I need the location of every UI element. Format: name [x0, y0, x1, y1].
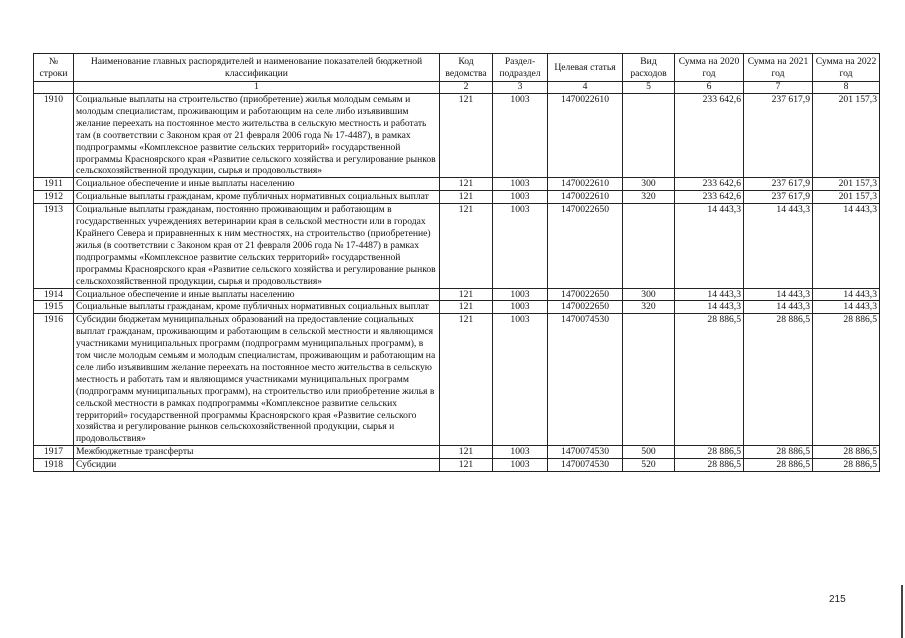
row-number-cell: 1918: [34, 459, 74, 472]
table-row: [34, 314, 880, 446]
target-article-cell: 1470022610: [548, 178, 623, 191]
row-name-cell: Субсидии бюджетам муниципальных образований на предоставление социальных выплат гражданам, проживающим и работающим в сельской местности и являющимся участниками муниципальных программ (подпрограмм муниципальных программ), в том числе молодым семьям и молодым специалистам, проживающим и работающим на селе либо изъявившим желание переехать на постоянное место жительства в сельскую местность и работать там и являющимся участниками муниципальных программ (подпрограмм муниципальных программ), на строительство или приобретение жилья в сельской местности в рамках подпрограммы «Комплексное развитие сельских территорий» государственной программы Красноярского края «Развитие сельского хозяйства и регулирование рынков сельскохозяйственной продукции, сырья и продовольствия»: [74, 314, 440, 446]
expense-type-cell: 300: [623, 178, 675, 191]
section-code-cell: 1003: [493, 446, 548, 459]
page-number: 215: [829, 594, 846, 605]
row-number-cell: 1913: [34, 204, 74, 288]
header-target-article: Целевая статья: [548, 54, 623, 82]
sum-2022-cell: 201 157,3: [813, 94, 880, 178]
column-number: 4: [548, 82, 623, 94]
row-number-cell: 1910: [34, 94, 74, 178]
row-number-cell: 1911: [34, 178, 74, 191]
department-code-cell: 121: [440, 191, 493, 204]
row-number-cell: 1914: [34, 288, 74, 301]
sum-2020-cell: 233 642,6: [675, 94, 744, 178]
table-row: [34, 94, 880, 178]
header-section: Раздел-подраздел: [493, 54, 548, 82]
row-number-cell: 1912: [34, 191, 74, 204]
row-number-cell: 1916: [34, 314, 74, 446]
department-code-cell: 121: [440, 314, 493, 446]
row-number-cell: 1915: [34, 301, 74, 314]
sum-2020-cell: 28 886,5: [675, 314, 744, 446]
department-code-cell: 121: [440, 446, 493, 459]
column-number: 6: [675, 82, 744, 94]
sum-2022-cell: 28 886,5: [813, 459, 880, 472]
section-code-cell: 1003: [493, 94, 548, 178]
department-code-cell: 121: [440, 288, 493, 301]
header-row-number: № строки: [34, 54, 74, 82]
table-row: [34, 191, 880, 204]
expense-type-cell: 320: [623, 301, 675, 314]
row-name-cell: Социальное обеспечение и иные выплаты населению: [74, 178, 440, 191]
row-name-cell: Социальные выплаты гражданам, кроме публичных нормативных социальных выплат: [74, 191, 440, 204]
sum-2022-cell: 28 886,5: [813, 446, 880, 459]
department-code-cell: 121: [440, 178, 493, 191]
sum-2021-cell: 14 443,3: [744, 301, 813, 314]
row-name-cell: Межбюджетные трансферты: [74, 446, 440, 459]
sum-2021-cell: 237 617,9: [744, 178, 813, 191]
sum-2022-cell: 28 886,5: [813, 314, 880, 446]
table-body: [34, 94, 880, 472]
section-code-cell: 1003: [493, 204, 548, 288]
sum-2022-cell: 14 443,3: [813, 301, 880, 314]
budget-table: [33, 53, 880, 472]
expense-type-cell: 320: [623, 191, 675, 204]
table-row: [34, 178, 880, 191]
column-number: 7: [744, 82, 813, 94]
section-code-cell: 1003: [493, 459, 548, 472]
column-number: 5: [623, 82, 675, 94]
target-article-cell: 1470022610: [548, 94, 623, 178]
header-sum-2021: Сумма на 2021 год: [744, 54, 813, 82]
sum-2021-cell: 14 443,3: [744, 288, 813, 301]
target-article-cell: 1470022650: [548, 301, 623, 314]
department-code-cell: 121: [440, 301, 493, 314]
sum-2022-cell: 14 443,3: [813, 204, 880, 288]
table-row: [34, 288, 880, 301]
row-name-cell: Социальное обеспечение и иные выплаты населению: [74, 288, 440, 301]
department-code-cell: 121: [440, 94, 493, 178]
row-name-cell: Субсидии: [74, 459, 440, 472]
target-article-cell: 1470022650: [548, 204, 623, 288]
target-article-cell: 1470022650: [548, 288, 623, 301]
sum-2020-cell: 28 886,5: [675, 459, 744, 472]
table-row: [34, 446, 880, 459]
sum-2021-cell: 28 886,5: [744, 446, 813, 459]
expense-type-cell: [623, 204, 675, 288]
sum-2021-cell: 237 617,9: [744, 191, 813, 204]
scan-edge: [901, 585, 903, 638]
row-name-cell: Социальные выплаты на строительство (приобретение) жилья молодым семьям и молодым специалистам, проживающим и работающим на селе либо изъявившим желание переехать на постоянное место жительства в сельскую местность и работать там (в соответствии с Законом края от 21 февраля 2006 года № 17-4487), в рамках подпрограммы «Комплексное развитие сельских территорий» государственной программы Красноярского края «Развитие сельского хозяйства и регулирование рынков сельскохозяйственной продукции, сырья и продовольствия»: [74, 94, 440, 178]
expense-type-cell: [623, 314, 675, 446]
sum-2021-cell: 28 886,5: [744, 314, 813, 446]
table-row: [34, 204, 880, 288]
section-code-cell: 1003: [493, 314, 548, 446]
row-name-cell: Социальные выплаты гражданам, кроме публичных нормативных социальных выплат: [74, 301, 440, 314]
header-sum-2022: Сумма на 2022 год: [813, 54, 880, 82]
sum-2022-cell: 201 157,3: [813, 191, 880, 204]
header-department-code: Код ведомства: [440, 54, 493, 82]
section-code-cell: 1003: [493, 178, 548, 191]
sum-2022-cell: 14 443,3: [813, 288, 880, 301]
target-article-cell: 1470022610: [548, 191, 623, 204]
section-code-cell: 1003: [493, 191, 548, 204]
column-number-row: [34, 82, 880, 94]
sum-2020-cell: 28 886,5: [675, 446, 744, 459]
section-code-cell: 1003: [493, 288, 548, 301]
column-number: 1: [74, 82, 440, 94]
expense-type-cell: 500: [623, 446, 675, 459]
header-row: [34, 54, 880, 82]
department-code-cell: 121: [440, 459, 493, 472]
sum-2021-cell: 28 886,5: [744, 459, 813, 472]
column-number: 3: [493, 82, 548, 94]
sum-2020-cell: 14 443,3: [675, 288, 744, 301]
row-name-cell: Социальные выплаты гражданам, постоянно проживающим и работающим в государственных учреждениях ветеринарии края в сельской местности или в городах Крайнего Севера и приравненных к ним местностях, на строительство (приобретение) жилья (в соответствии с Законом края от 21 февраля 2006 года № 17-4487) в рамках подпрограммы «Комплексное развитие сельских территорий» государственной программы Красноярского края «Развитие сельского хозяйства и регулирование рынков сельскохозяйственной продукции, сырья и продовольствия»: [74, 204, 440, 288]
column-number: 8: [813, 82, 880, 94]
expense-type-cell: 520: [623, 459, 675, 472]
sum-2021-cell: 237 617,9: [744, 94, 813, 178]
sum-2020-cell: 14 443,3: [675, 301, 744, 314]
sum-2022-cell: 201 157,3: [813, 178, 880, 191]
expense-type-cell: [623, 94, 675, 178]
sum-2020-cell: 233 642,6: [675, 178, 744, 191]
table-row: [34, 301, 880, 314]
expense-type-cell: 300: [623, 288, 675, 301]
column-number-empty: [34, 82, 74, 94]
target-article-cell: 1470074530: [548, 446, 623, 459]
table-row: [34, 459, 880, 472]
header-name: Наименование главных распорядителей и наименование показателей бюджетной классификации: [74, 54, 440, 82]
target-article-cell: 1470074530: [548, 314, 623, 446]
sum-2021-cell: 14 443,3: [744, 204, 813, 288]
department-code-cell: 121: [440, 204, 493, 288]
sum-2020-cell: 14 443,3: [675, 204, 744, 288]
target-article-cell: 1470074530: [548, 459, 623, 472]
column-number: 2: [440, 82, 493, 94]
section-code-cell: 1003: [493, 301, 548, 314]
sum-2020-cell: 233 642,6: [675, 191, 744, 204]
header-sum-2020: Сумма на 2020 год: [675, 54, 744, 82]
row-number-cell: 1917: [34, 446, 74, 459]
header-expense-type: Вид расходов: [623, 54, 675, 82]
